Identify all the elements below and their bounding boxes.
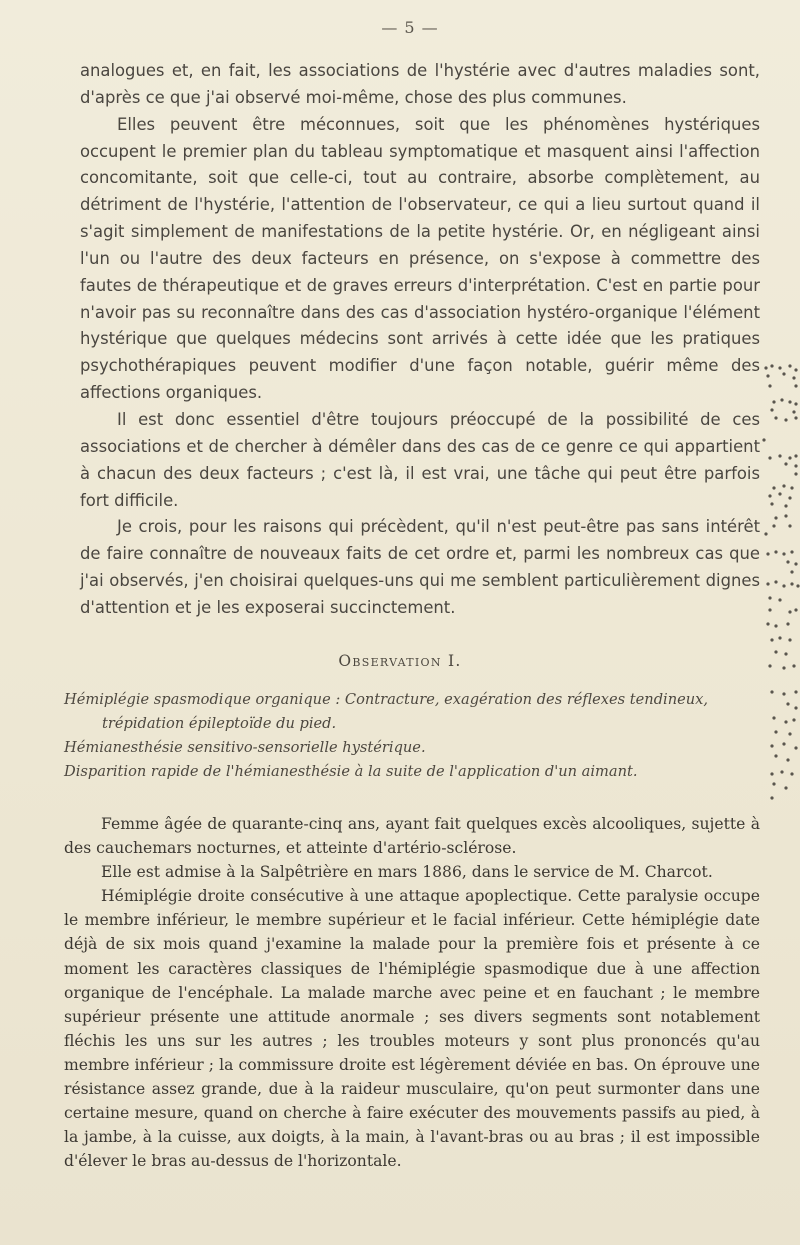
summary-line: Hémianesthésie sensitivo-sensorielle hystérique. (64, 739, 426, 756)
braille-dot-group (762, 364, 799, 799)
paragraph-je-crois: Je crois, pour les raisons qui précèdent, qu'il n'est peut-être pas sans intérêt de faire connaître de nouveaux faits de cet ordre et, parmi les nombreux cas que j'ai observés, j'en choisirai quelques-uns qui me semblent particulièrement dignes d'attention et je les exposerai succinctement. (80, 517, 760, 617)
paragraph-admise: Elle est admise à la Salpêtrière en mars 1886, dans le service de M. Charcot. (101, 863, 713, 882)
observation-summary (64, 688, 764, 784)
intro-text-block (80, 58, 760, 622)
case-text-block (64, 812, 760, 1173)
paragraph-hemiplegie: Hémiplégie droite consécutive à une attaque apoplectique. Cette paralysie occupe le membre inférieur, le membre supérieur et le facial inférieur. Cette hémiplégie date déjà de six mois quand j'examine la malade pour la première fois et présente à ce moment les caractères classiques de l'hémiplégie spasmodique due à une affection organique de l'encéphale. La malade marche avec peine et en fauchant ; le membre supérieur présente une attitude anormale ; ses divers segments sont notablement fléchis les uns sur les autres ; les troubles moteurs y sont plus prononcés qu'au membre inférieur ; la commissure droite est légèrement déviée en bas. On éprouve une résistance assez grande, due à la raideur musculaire, qu'on peut surmonter dans une certaine mesure, quand on cherche à faire exécuter des mouvements passifs au pied, à la jambe, à la cuisse, aux doigts, à la main, à l'avant-bras ou au bras ; il est impossible d'élever le bras au-dessus de l'horizontale. (64, 887, 760, 1171)
summary-line: Disparition rapide de l'hémianesthésie à la suite de l'application d'un aimant. (64, 763, 638, 780)
paragraph-meconnues: Elles peuvent être méconnues, soit que les phénomènes hystériques occupent le premier plan du tableau symptomatique et masquent ainsi l'affection concomitante, soit que celle-ci, tout au contraire, absorbe complètement, au détriment de l'hystérie, l'attention de l'observateur, ce qui a lieu surtout quand il s'agit simplement de manifestations de la petite hystérie. Or, en négligeant ainsi l'un ou l'autre des deux facteurs en présence, on s'expose à commettre des fautes de thérapeutique et de graves erreurs d'interprétation. C'est en partie pour n'avoir pas su reconnaître dans des cas d'association hystéro-organique l'élément hystérique que quelques médecins sont arrivés à cette idée que les pratiques psychothérapiques peuvent modifier d'une façon notable, guérir même des affections organiques. (80, 114, 760, 403)
paragraph-femme: Femme âgée de quarante-cinq ans, ayant fait quelques excès alcooliques, sujette à des cauchemars nocturnes, et atteinte d'artério-sclérose. (64, 815, 760, 858)
paragraph-continuation: analogues et, en fait, les associations de l'hystérie avec d'autres maladies sont, d'après ce que j'ai observé moi-même, chose des plus communes. (80, 61, 760, 107)
margin-braille-dots (760, 362, 800, 812)
page-number: — 5 — (381, 18, 439, 37)
summary-line: trépidation épileptoïde du pied. (102, 715, 337, 732)
summary-line: Hémiplégie spasmodique organique : Contracture, exagération des réflexes tendineux, (64, 691, 709, 708)
paragraph-essentiel: Il est donc essentiel d'être toujours préoccupé de la possibilité de ces associations et de chercher à démêler dans des cas de ce genre ce qui appartient à chacun des deux facteurs ; c'est là, il est vrai, une tâche qui peut être parfois fort difficile. (80, 409, 760, 510)
observation-heading: Observation I. (338, 652, 462, 670)
